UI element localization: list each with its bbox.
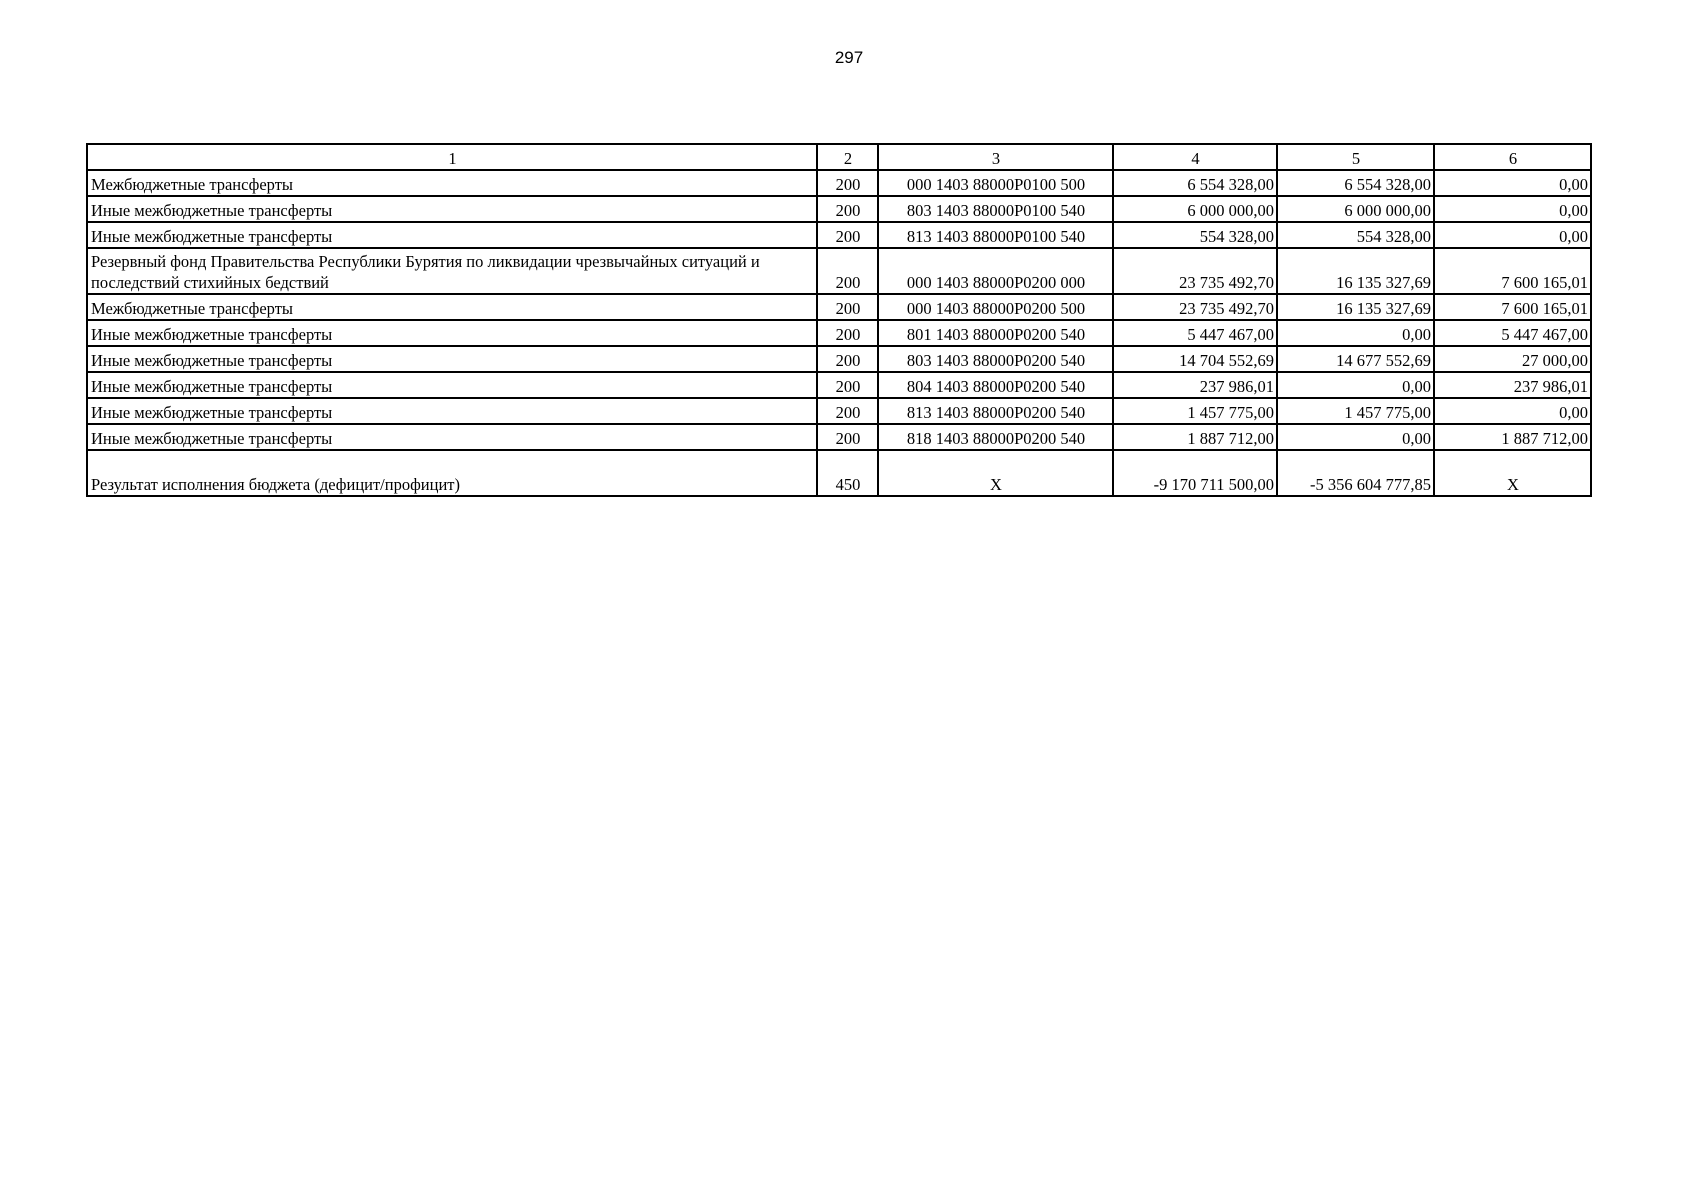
row-approved: 23 735 492,70	[1113, 248, 1277, 294]
result-executed: -5 356 604 777,85	[1277, 450, 1434, 496]
row-unexecuted: 5 447 467,00	[1434, 320, 1591, 346]
table-row	[87, 320, 1591, 346]
table-row	[87, 222, 1591, 248]
row-approved: 6 554 328,00	[1113, 170, 1277, 196]
row-approved: 6 000 000,00	[1113, 196, 1277, 222]
row-classification-code: 804 1403 88000P0200 540	[878, 372, 1113, 398]
row-classification-code: 801 1403 88000P0200 540	[878, 320, 1113, 346]
table-row	[87, 294, 1591, 320]
row-unexecuted: 0,00	[1434, 398, 1591, 424]
row-name: Иные межбюджетные трансферты	[87, 196, 817, 222]
row-executed: 0,00	[1277, 320, 1434, 346]
row-line-code: 200	[817, 222, 878, 248]
row-name: Иные межбюджетные трансферты	[87, 320, 817, 346]
table-row	[87, 346, 1591, 372]
row-approved: 1 457 775,00	[1113, 398, 1277, 424]
row-approved: 14 704 552,69	[1113, 346, 1277, 372]
row-name: Резервный фонд Правительства Республики Бурятия по ликвидации чрезвычайных ситуаций и последствий стихийных бедствий	[87, 248, 817, 294]
row-line-code: 200	[817, 372, 878, 398]
column-number-6: 6	[1434, 144, 1591, 170]
row-executed: 16 135 327,69	[1277, 294, 1434, 320]
row-line-code: 200	[817, 320, 878, 346]
row-line-code: 200	[817, 170, 878, 196]
table-row	[87, 372, 1591, 398]
row-line-code: 200	[817, 294, 878, 320]
table-row	[87, 398, 1591, 424]
result-classification-code: X	[878, 450, 1113, 496]
column-number-2: 2	[817, 144, 878, 170]
row-name: Иные межбюджетные трансферты	[87, 346, 817, 372]
result-unexecuted: X	[1434, 450, 1591, 496]
row-classification-code: 813 1403 88000P0200 540	[878, 398, 1113, 424]
row-unexecuted: 27 000,00	[1434, 346, 1591, 372]
result-row	[87, 450, 1591, 496]
row-name: Межбюджетные трансферты	[87, 294, 817, 320]
table-row	[87, 196, 1591, 222]
row-executed: 14 677 552,69	[1277, 346, 1434, 372]
row-classification-code: 803 1403 88000P0100 540	[878, 196, 1113, 222]
result-approved: -9 170 711 500,00	[1113, 450, 1277, 496]
row-line-code: 200	[817, 196, 878, 222]
column-number-1: 1	[87, 144, 817, 170]
row-unexecuted: 237 986,01	[1434, 372, 1591, 398]
row-classification-code: 818 1403 88000P0200 540	[878, 424, 1113, 450]
result-line-code: 450	[817, 450, 878, 496]
row-executed: 16 135 327,69	[1277, 248, 1434, 294]
row-line-code: 200	[817, 424, 878, 450]
row-approved: 237 986,01	[1113, 372, 1277, 398]
row-classification-code: 000 1403 88000P0100 500	[878, 170, 1113, 196]
row-unexecuted: 1 887 712,00	[1434, 424, 1591, 450]
row-name: Межбюджетные трансферты	[87, 170, 817, 196]
budget-execution-table	[86, 143, 1592, 497]
row-executed: 554 328,00	[1277, 222, 1434, 248]
row-approved: 554 328,00	[1113, 222, 1277, 248]
row-approved: 5 447 467,00	[1113, 320, 1277, 346]
row-line-code: 200	[817, 248, 878, 294]
table-row	[87, 424, 1591, 450]
column-number-4: 4	[1113, 144, 1277, 170]
row-executed: 6 000 000,00	[1277, 196, 1434, 222]
row-classification-code: 000 1403 88000P0200 000	[878, 248, 1113, 294]
row-name: Иные межбюджетные трансферты	[87, 222, 817, 248]
row-executed: 0,00	[1277, 372, 1434, 398]
table-row	[87, 248, 1591, 294]
row-line-code: 200	[817, 398, 878, 424]
row-name: Иные межбюджетные трансферты	[87, 424, 817, 450]
row-line-code: 200	[817, 346, 878, 372]
row-classification-code: 803 1403 88000P0200 540	[878, 346, 1113, 372]
row-unexecuted: 7 600 165,01	[1434, 294, 1591, 320]
row-approved: 23 735 492,70	[1113, 294, 1277, 320]
column-number-5: 5	[1277, 144, 1434, 170]
column-number-row	[87, 144, 1591, 170]
row-unexecuted: 0,00	[1434, 196, 1591, 222]
result-name: Результат исполнения бюджета (дефицит/профицит)	[87, 450, 817, 496]
row-executed: 0,00	[1277, 424, 1434, 450]
row-unexecuted: 7 600 165,01	[1434, 248, 1591, 294]
row-unexecuted: 0,00	[1434, 170, 1591, 196]
column-number-3: 3	[878, 144, 1113, 170]
row-executed: 6 554 328,00	[1277, 170, 1434, 196]
row-approved: 1 887 712,00	[1113, 424, 1277, 450]
row-classification-code: 813 1403 88000P0100 540	[878, 222, 1113, 248]
table-row	[87, 170, 1591, 196]
row-executed: 1 457 775,00	[1277, 398, 1434, 424]
row-name: Иные межбюджетные трансферты	[87, 372, 817, 398]
row-unexecuted: 0,00	[1434, 222, 1591, 248]
row-classification-code: 000 1403 88000P0200 500	[878, 294, 1113, 320]
page-number: 297	[834, 48, 864, 67]
row-name: Иные межбюджетные трансферты	[87, 398, 817, 424]
